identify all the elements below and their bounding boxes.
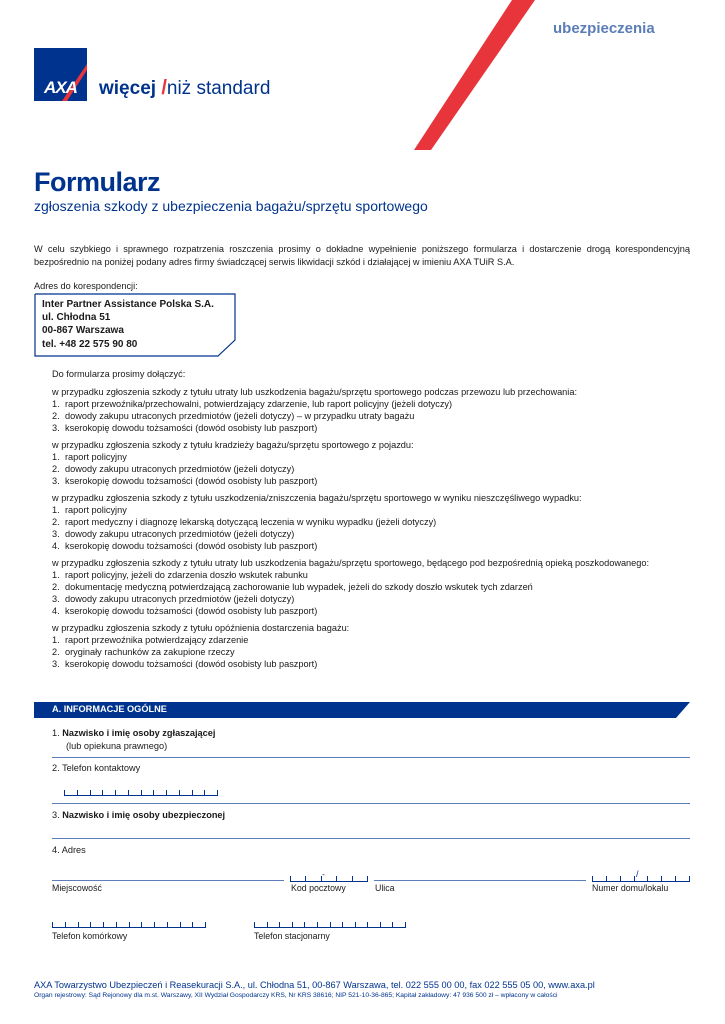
digit-box-tick: [620, 876, 621, 881]
house-number-label: Numer domu/lokalu: [592, 883, 669, 893]
list-item: 3. kserokopię dowodu tożsamości (dowód osobisty lub paszport): [52, 659, 318, 669]
axa-logo-text: AXA: [44, 78, 77, 97]
street-label: Ulica: [375, 883, 395, 893]
digit-box-tick: [166, 790, 167, 795]
digit-box-tick: [90, 790, 91, 795]
digit-box-tick: [179, 790, 180, 795]
postcode-label: Kod pocztowy: [291, 883, 346, 893]
digit-box-tick: [116, 922, 117, 927]
list-item: 1. raport przewoźnika/przechowalni, potwierdzający zdarzenie, lub raport policyjny (jeżeli dotyczy): [52, 399, 453, 409]
digit-box-tick: [217, 790, 218, 795]
digit-box-tick: [336, 876, 337, 881]
list-item: 1. raport policyjny, jeżeli do zdarzenia doszło wskutek rabunku: [52, 570, 308, 580]
section-a-title: A. INFORMACJE OGÓLNE: [52, 704, 167, 714]
city-input-line[interactable]: [52, 880, 284, 881]
digit-box-tick: [330, 922, 331, 927]
slogan: [99, 77, 270, 100]
slogan-slash: /: [161, 77, 167, 99]
attachments-list: [52, 368, 692, 670]
address-line: tel. +48 22 575 90 80: [42, 338, 138, 350]
field-address-label: 4. Adres: [52, 845, 86, 855]
city-label: Miejscowość: [52, 883, 102, 893]
mobile-phone-boxes[interactable]: [52, 920, 206, 928]
list-item: 3. dowody zakupu utraconych przedmiotów (jeżeli dotyczy): [52, 529, 295, 539]
digit-box-tick: [129, 922, 130, 927]
digit-box-tick: [115, 790, 116, 795]
intro-paragraph: W celu szybkiego i sprawnego rozpatrzenia roszczenia prosimy o dokładne wypełnienie poniższego formularza i dostarczenie drogą korespondencyjną bezpośrednio na poniżej podany adres firmy świadczącej serwis likwidacji szkód i działającej w imieniu AXA TUiR S.A.: [34, 244, 690, 267]
digit-box-tick: [661, 876, 662, 881]
digit-box-tick: [204, 790, 205, 795]
list-item: 3. kserokopię dowodu tożsamości (dowód osobisty lub paszport): [52, 476, 318, 486]
digit-box-tick: [380, 922, 381, 927]
digit-box-tick: [180, 922, 181, 927]
attachment-group-header: w przypadku zgłoszenia szkody z tytułu opóźnienia dostarczenia bagażu:: [52, 623, 350, 633]
digit-box-tick: [352, 876, 353, 881]
digit-box-tick: [317, 922, 318, 927]
digit-box-tick: [103, 922, 104, 927]
attachments-intro: Do formularza prosimy dołączyć:: [52, 369, 186, 379]
attachment-group-header: w przypadku zgłoszenia szkody z tytułu utraty lub uszkodzenia bagażu/sprzętu sportowego podczas przewozu lub przechowania:: [52, 387, 577, 397]
digit-box-tick: [153, 790, 154, 795]
address-line: 00-867 Warszawa: [42, 325, 124, 337]
digit-box-tick: [342, 922, 343, 927]
field-reporter-name-line[interactable]: [52, 757, 690, 758]
attachment-group-list: [52, 398, 692, 434]
digit-box-tick: [606, 876, 607, 881]
attachment-group-list: [52, 569, 692, 617]
landline-phone-boxes[interactable]: [254, 920, 406, 928]
digit-box-tick: [65, 922, 66, 927]
digit-box-tick: [192, 790, 193, 795]
field-insured-name-line[interactable]: [52, 838, 690, 839]
attachment-group-header: w przypadku zgłoszenia szkody z tytułu uszkodzenia/zniszczenia bagażu/sprzętu sportowego w wyniku nieszczęśliwego wypadku:: [52, 493, 582, 503]
digit-box-tick: [141, 790, 142, 795]
digit-box-tick: [192, 922, 193, 927]
digit-box-tick: [689, 876, 690, 881]
slogan-rest: niż standard: [166, 78, 271, 99]
field-phone-label: 2. Telefon kontaktowy: [52, 763, 141, 773]
list-item: 1. raport policyjny: [52, 505, 127, 515]
list-item: 1. raport policyjny: [52, 452, 127, 462]
digit-box-tick: [78, 922, 79, 927]
digit-box-tick: [592, 876, 593, 881]
list-item: 2. dowody zakupu utraconych przedmiotów (jeżeli dotyczy): [52, 464, 295, 474]
address-label: Adres do korespondencji:: [34, 281, 138, 291]
digit-box-tick: [254, 922, 255, 927]
postcode-dash: -: [291, 870, 325, 879]
footer-company-line: AXA Towarzystwo Ubezpieczeń i Reasekuracji S.A., ul. Chłodna 51, 00-867 Warszawa, tel. 022 555 00 00, fax 022 555 05 00, www.axa.pl: [34, 980, 595, 990]
list-item: 1. raport przewoźnika potwierdzający zdarzenie: [52, 635, 249, 645]
digit-box-tick: [77, 790, 78, 795]
page-title: Formularz: [34, 167, 161, 197]
digit-box-tick: [367, 876, 368, 881]
digit-box-tick: [167, 922, 168, 927]
list-item: 3. dowody zakupu utraconych przedmiotów (jeżeli dotyczy): [52, 594, 295, 604]
digit-box-tick: [304, 922, 305, 927]
digit-box-tick: [90, 922, 91, 927]
list-item: 2. dowody zakupu utraconych przedmiotów (jeżeli dotyczy) – w przypadku utraty bagażu: [52, 411, 415, 421]
house-number-slash: /: [636, 869, 639, 879]
digit-box-tick: [405, 922, 406, 927]
field-reporter-name-sublabel: (lub opiekuna prawnego): [66, 741, 168, 751]
digit-box-tick: [205, 922, 206, 927]
street-input-line[interactable]: [374, 880, 586, 881]
list-item: 4. kserokopię dowodu tożsamości (dowód osobisty lub paszport): [52, 606, 318, 616]
attachment-group-list: [52, 504, 692, 552]
digit-box-tick: [267, 922, 268, 927]
address-line: Inter Partner Assistance Polska S.A.: [42, 299, 214, 310]
digit-box-tick: [141, 922, 142, 927]
digit-box-tick: [64, 790, 65, 795]
digit-box-tick: [102, 790, 103, 795]
brand-label: ubezpieczenia: [553, 20, 655, 37]
digit-box-tick: [154, 922, 155, 927]
field-phone-boxes[interactable]: [64, 788, 218, 796]
digit-box-tick: [279, 922, 280, 927]
list-item: 3. kserokopię dowodu tożsamości (dowód osobisty lub paszport): [52, 423, 318, 433]
digit-box-tick: [634, 876, 635, 881]
field-phone-line: [52, 803, 690, 804]
house-number-boxes[interactable]: [592, 874, 690, 882]
digit-box-tick: [647, 876, 648, 881]
attachment-group-header: w przypadku zgłoszenia szkody z tytułu utraty lub uszkodzenia bagażu/sprzętu sportowego, będącego pod bezpośrednią opieką poszkodowanego:: [52, 558, 650, 568]
page-subtitle: zgłoszenia szkody z ubezpieczenia bagażu/sprzętu sportowego: [34, 198, 428, 214]
digit-box-tick: [367, 922, 368, 927]
digit-box-tick: [128, 790, 129, 795]
address-line: ul. Chłodna 51: [42, 312, 111, 324]
field-reporter-name-label: 1. Nazwisko i imię osoby zgłaszającej: [52, 728, 216, 738]
list-item: 4. kserokopię dowodu tożsamości (dowód osobisty lub paszport): [52, 541, 318, 551]
landline-phone-label: Telefon stacjonarny: [254, 931, 330, 941]
list-item: 2. oryginały rachunków za zakupione rzeczy: [52, 647, 235, 657]
digit-box-tick: [292, 922, 293, 927]
digit-box-tick: [355, 922, 356, 927]
digit-box-tick: [52, 922, 53, 927]
footer-registry-line: Organ rejestrowy: Sąd Rejonowy dla m.st. Warszawy, XII Wydział Gospodarczy KRS, Nr KRS 38616; NIP 521-10-36-865; Kapitał zakładowy: 47 936 500 zł – wpłacony w całości: [34, 992, 558, 999]
address-block: [42, 298, 214, 351]
digit-box-tick: [392, 922, 393, 927]
list-item: 2. dokumentację medyczną potwierdzającą zachorowanie lub wypadek, jeżeli do szkody doszło wskutek tych zdarzeń: [52, 582, 533, 592]
attachment-group-list: [52, 451, 692, 487]
attachment-group-list: [52, 634, 692, 670]
list-item: 2. raport medyczny i diagnozę lekarską dotyczącą leczenia w wyniku wypadku (jeżeli dotyczy): [52, 517, 437, 527]
slogan-bold: więcej: [99, 78, 157, 99]
field-insured-name-label: 3. Nazwisko i imię osoby ubezpieczonej: [52, 810, 226, 820]
attachment-group-header: w przypadku zgłoszenia szkody z tytułu kradzieży bagażu/sprzętu sportowego z pojazdu:: [52, 440, 414, 450]
mobile-phone-label: Telefon komórkowy: [52, 931, 128, 941]
digit-box-tick: [675, 876, 676, 881]
